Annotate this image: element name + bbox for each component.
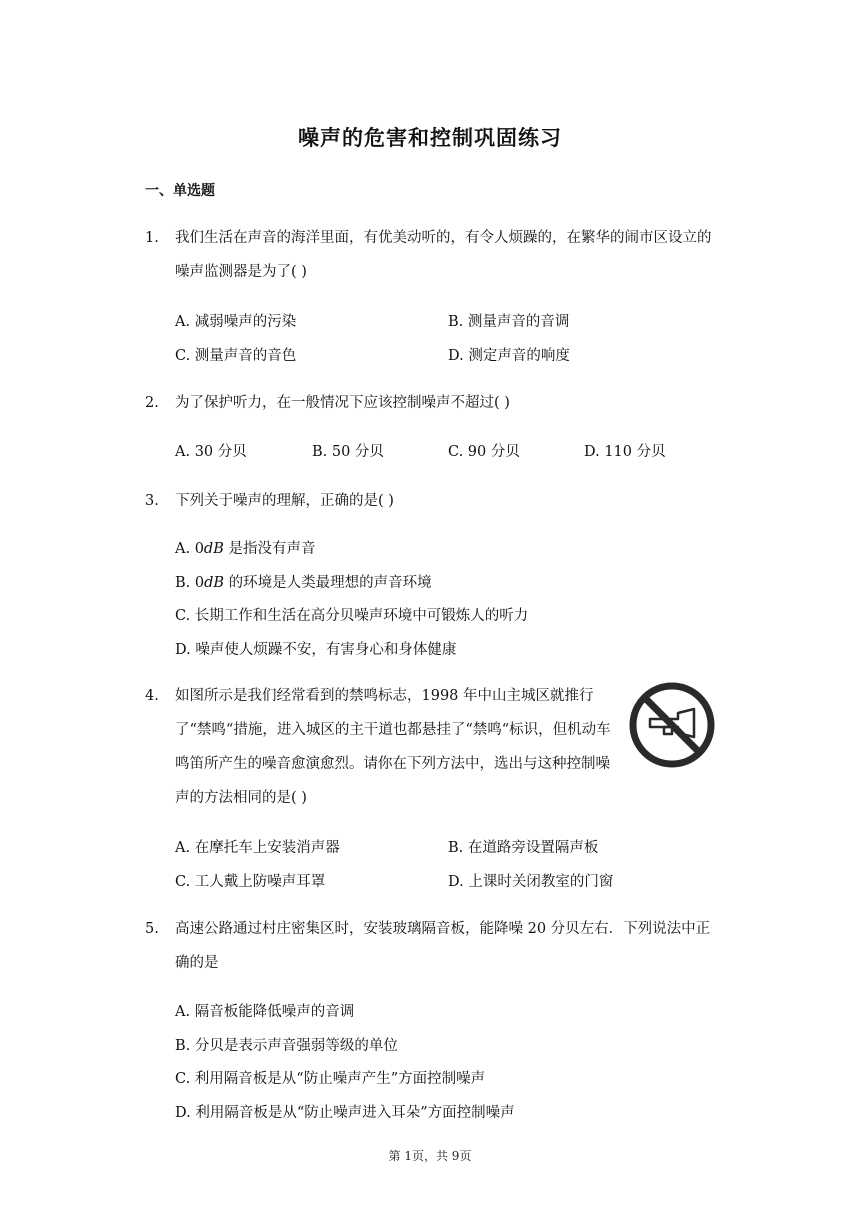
option-d: D. 上课时关闭教室的门窗	[448, 874, 614, 890]
option-prefix: B. 0	[175, 575, 205, 591]
question-4	[145, 679, 620, 815]
page-title: 噪声的危害和控制巩固练习	[298, 126, 562, 150]
question-5	[145, 912, 720, 980]
question-stem: 高速公路通过村庄密集区时，安装玻璃隔音板，能降噪 20 分贝左右．下列说法中正确的是	[175, 921, 711, 971]
option-b: B. 测量声音的音调	[448, 314, 570, 330]
option-text: 的环境是人类最理想的声音环境	[224, 575, 432, 591]
option-prefix: A. 0	[175, 541, 204, 557]
option-b: B. 分贝是表示声音强弱等级的单位	[175, 1038, 398, 1054]
option-a	[175, 537, 315, 558]
option-b: B. 50 分贝	[312, 444, 384, 460]
question-number: 3.	[145, 493, 159, 509]
unit-db: dB	[204, 575, 225, 591]
option-d: D. 利用隔音板是从“防止噪声进入耳朵”方面控制噪声	[175, 1105, 515, 1121]
question-stem: 下列关于噪声的理解，正确的是( )	[175, 493, 394, 509]
question-3	[145, 484, 720, 518]
option-c: C. 利用隔音板是从“防止噪声产生”方面控制噪声	[175, 1071, 486, 1087]
question-number: 4.	[145, 688, 159, 704]
section-heading: 一、单选题	[145, 183, 215, 199]
question-stem: 为了保护听力，在一般情况下应该控制噪声不超过( )	[175, 395, 510, 411]
option-a: A. 隔音板能降低噪声的音调	[175, 1004, 355, 1020]
option-b	[175, 571, 432, 592]
question-number: 5.	[145, 921, 159, 937]
question-number: 2.	[145, 395, 159, 411]
option-b: B. 在道路旁设置隔声板	[448, 840, 599, 856]
page-footer: 第 1页，共 9页	[388, 1149, 472, 1163]
option-text: 是指没有声音	[223, 541, 316, 557]
no-honking-sign-icon	[628, 681, 716, 769]
option-a: A. 减弱噪声的污染	[175, 314, 297, 330]
unit-db: dB	[203, 541, 224, 557]
option-c: C. 长期工作和生活在高分贝噪声环境中可锻炼人的听力	[175, 608, 529, 624]
option-d: D. 噪声使人烦躁不安，有害身心和身体健康	[175, 642, 457, 658]
question-2	[145, 386, 720, 420]
option-c: C. 90 分贝	[448, 444, 520, 460]
question-number: 1.	[145, 230, 159, 246]
option-d: D. 110 分贝	[584, 444, 666, 460]
option-a: A. 30 分贝	[175, 444, 247, 460]
option-c: C. 工人戴上防噪声耳罩	[175, 874, 326, 890]
question-1	[145, 221, 720, 289]
question-stem: 如图所示是我们经常看到的禁鸣标志，1998 年中山主城区就推行了“禁鸣“措施，进入城区的主干道也都悬挂了“禁鸣“标识，但机动车鸣笛所产生的噪音愈演愈烈。请你在下列方法中，选出与这种控制噪声的方法相同的是( )	[175, 688, 611, 806]
option-a: A. 在摩托车上安装消声器	[175, 840, 340, 856]
option-d: D. 测定声音的响度	[448, 348, 570, 364]
question-stem: 我们生活在声音的海洋里面，有优美动听的，有令人烦躁的，在繁华的闹市区设立的噪声监测器是为了( )	[175, 230, 712, 280]
option-c: C. 测量声音的音色	[175, 348, 297, 364]
